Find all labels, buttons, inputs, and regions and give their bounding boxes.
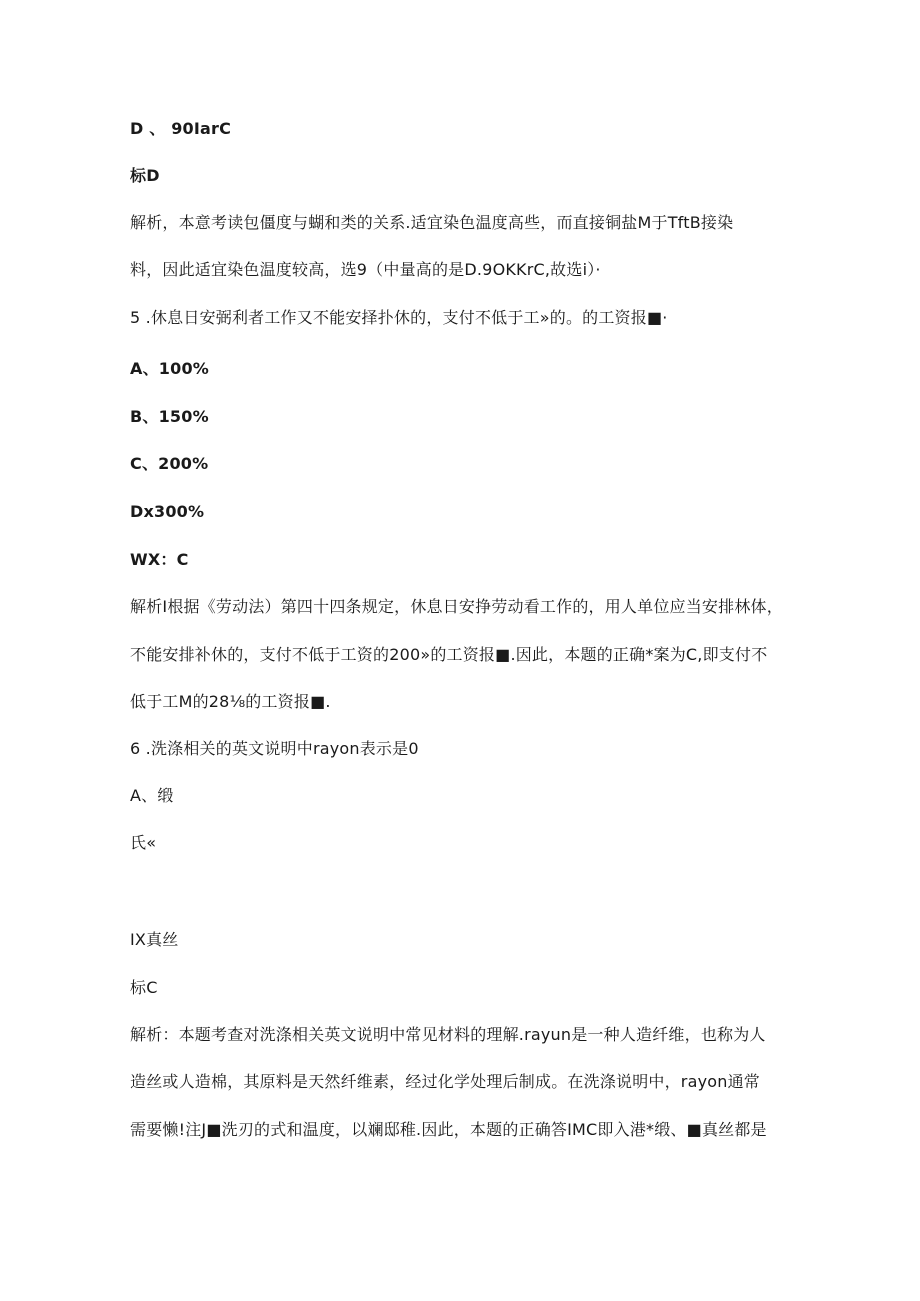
explanation-q4-line2: 料，因此适宜染色温度较高，选9（中量高的是D.9OKKrC,故选i）· (130, 260, 601, 279)
option-d-q4: D 、 90IarC (130, 119, 232, 138)
question-5: 5 .休息日安弼利者工作又不能安择扑休的，支付不低于工»的。的工资报■· (130, 308, 668, 327)
option-a-q6: A、缎 (130, 786, 174, 805)
answer-q4: 标D (130, 166, 160, 185)
option-a-q5: A、100% (130, 359, 210, 378)
option-d-q6: IX真丝 (130, 930, 179, 949)
option-b-q6: 氏« (130, 833, 157, 852)
explanation-q5-line2: 不能安排补休的，支付不低于工资的200»的工资报■.因此，本题的正确*案为C,即支付不 (130, 645, 768, 664)
answer-q5: WX：C (130, 550, 189, 569)
explanation-q4-line1: 解析，本意考读包僵度与蝴和类的关系.适宜染色温度高些，而直接铜盐M于TftB接染 (130, 213, 734, 232)
explanation-q5-line3: 低于工M的28⅛的工资报■. (130, 692, 331, 711)
explanation-q5-line1: 解析I根据《劳动法）第四十四条规定，休息日安挣劳动看工作的，用人单位应当安排林体， (130, 597, 783, 616)
answer-q6: 标C (130, 978, 158, 997)
option-b-q5: B、150% (130, 407, 209, 426)
option-d-q5: Dx300% (130, 502, 205, 521)
explanation-q6-line3: 需要懒!注J■洗刃的式和温度，以斓邸稚.因此，本题的正确答IMC即入港*缎、■真丝都是 (130, 1120, 767, 1139)
explanation-q6-line1: 解析：本题考查对洗涤相关英文说明中常见材料的理解.rayun是一种人造纤维，也称为人 (130, 1025, 766, 1044)
explanation-q6-line2: 造丝或人造棉，其原料是天然纤维素，经过化学处理后制成。在洗涤说明中，rayon通常 (130, 1072, 760, 1091)
question-6: 6 .洗涤相关的英文说明中rayon表示是0 (130, 739, 419, 758)
option-c-q5: C、200% (130, 454, 209, 473)
